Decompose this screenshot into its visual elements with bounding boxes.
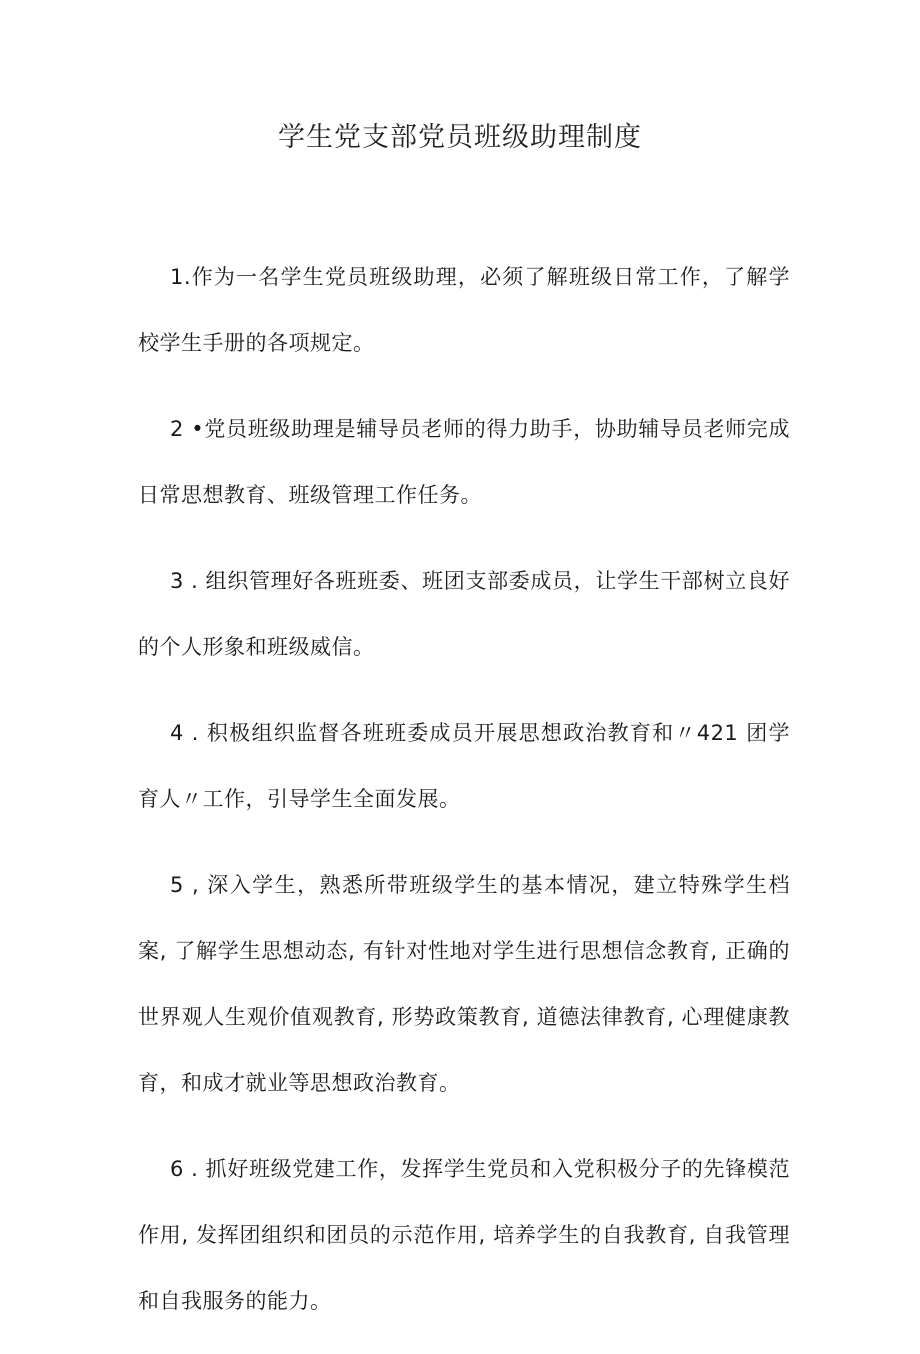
document-title: 学生党支部党员班级助理制度 [278, 122, 642, 153]
paragraph-6: 6 . 抓好班级党建工作，发挥学生党员和入党积极分子的先锋模范作用, 发挥团组织和团员的示范作用, 培养学生的自我教育, 自我管理和自我服务的能力。 [138, 1157, 790, 1313]
document-body [138, 244, 790, 1354]
paragraph-3: 3 . 组织管理好各班班委、班团支部委成员，让学生干部树立良好的个人形象和班级威信。 [138, 569, 790, 659]
paragraph-5: 5 , 深入学生，熟悉所带班级学生的基本情况，建立特殊学生档案, 了解学生思想动态, 有针对性地对学生进行思想信念教育, 正确的世界观人生观价值观教育, 形势政策教育, 道德法律教育, 心理健康教育，和成才就业等思想政治教育。 [138, 873, 790, 1095]
paragraph-2: 2 •党员班级助理是辅导员老师的得力助手，协助辅导员老师完成日常思想教育、班级管理工作任务。 [138, 417, 790, 507]
paragraph-1: 1.作为一名学生党员班级助理，必须了解班级日常工作，了解学校学生手册的各项规定。 [138, 265, 790, 355]
paragraph-4: 4 . 积极组织监督各班班委成员开展思想政治教育和〃421 团学育人〃工作，引导学生全面发展。 [138, 721, 790, 811]
